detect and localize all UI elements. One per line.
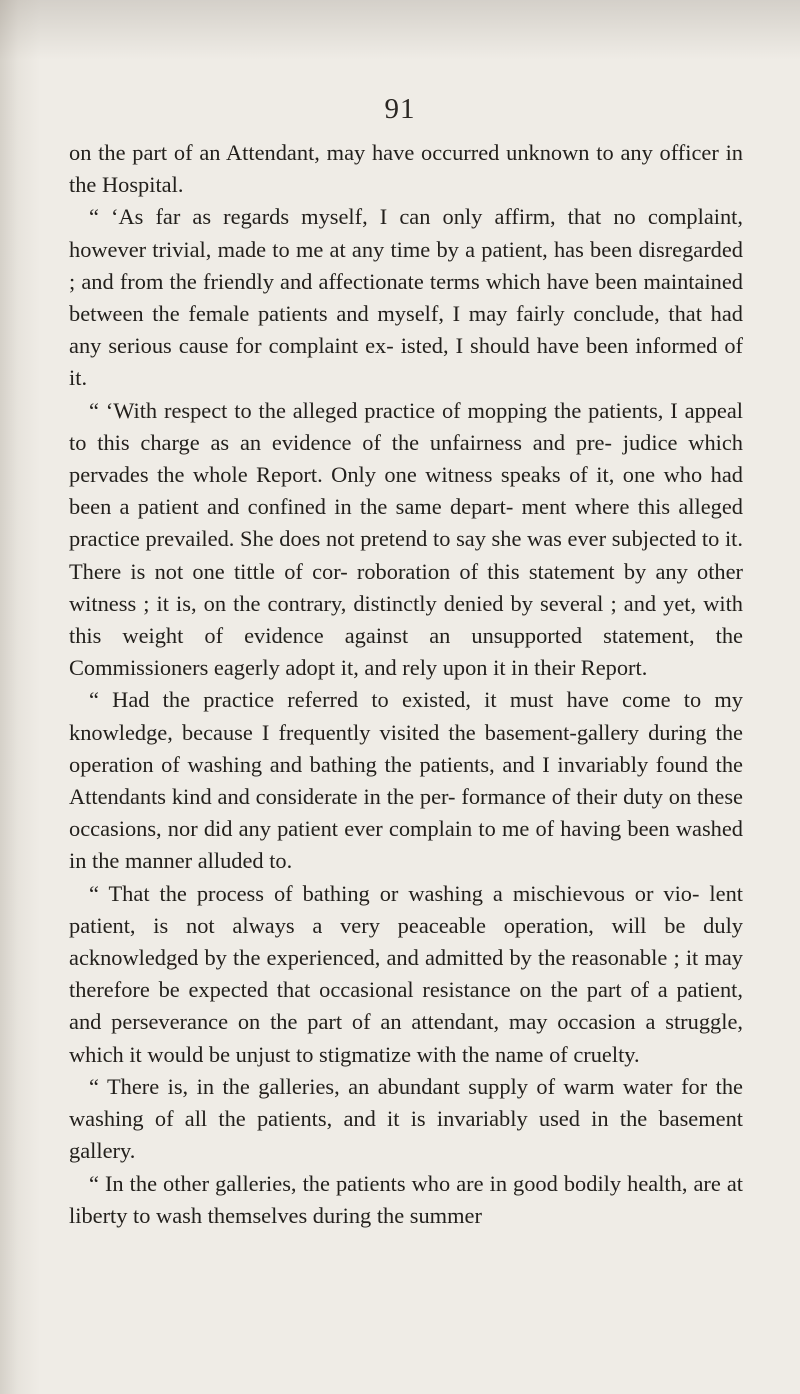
paragraph-6: “ There is, in the galleries, an abundant supply of warm water for the washing of all the patients, and it is invariably used in the basement gallery. bbox=[69, 1073, 743, 1164]
page-number: 91 bbox=[384, 93, 416, 125]
paragraph-7: “ In the other galleries, the patients who are in good bodily health, are at liberty to wash themselves during the summer bbox=[69, 1170, 743, 1228]
paragraph-5: “ That the process of bathing or washing a mischievous or vio- lent patient, is not always a very peaceable operation, will be duly acknowledged by the experienced, and admitted by the reasonable ; it may therefore be expected that occasional resistance on the part of a patient, and perseverance on the part of an attendant, may occasion a struggle, which it would be unjust to stigmatize with the name of cruelty. bbox=[69, 880, 743, 1067]
body-text bbox=[69, 137, 743, 1232]
paragraph-2: “ ‘As far as regards myself, I can only affirm, that no complaint, however trivial, made to me at any time by a patient, has been disregarded ; and from the friendly and affectionate terms which have been maintained between the female patients and myself, I may fairly conclude, that had any serious cause for complaint ex- isted, I should have been informed of it. bbox=[69, 204, 743, 391]
paragraph-3: “ ‘With respect to the alleged practice of mopping the patients, I appeal to this charge as an evidence of the unfairness and pre- judice which pervades the whole Report. Only one witness speaks of it, one who had been a patient and confined in the same depart- ment where this alleged practice prevailed. She does not pretend to say she was ever subjected to it. There is not one tittle of cor- roboration of this statement by any other witness ; it is, on the contrary, distinctly denied by several ; and yet, with this weight of evidence against an unsupported statement, the Commissioners eagerly adopt it, and rely upon it in their Report. bbox=[69, 397, 743, 681]
paragraph-4: “ Had the practice referred to existed, it must have come to my knowledge, because I frequently visited the basement-gallery during the operation of washing and bathing the patients, and I invariably found the Attendants kind and considerate in the per- formance of their duty on these occasions, nor did any patient ever complain to me of having been washed in the manner alluded to. bbox=[69, 687, 743, 874]
paragraph-1: on the part of an Attendant, may have occurred unknown to any officer in the Hospital. bbox=[69, 140, 743, 198]
